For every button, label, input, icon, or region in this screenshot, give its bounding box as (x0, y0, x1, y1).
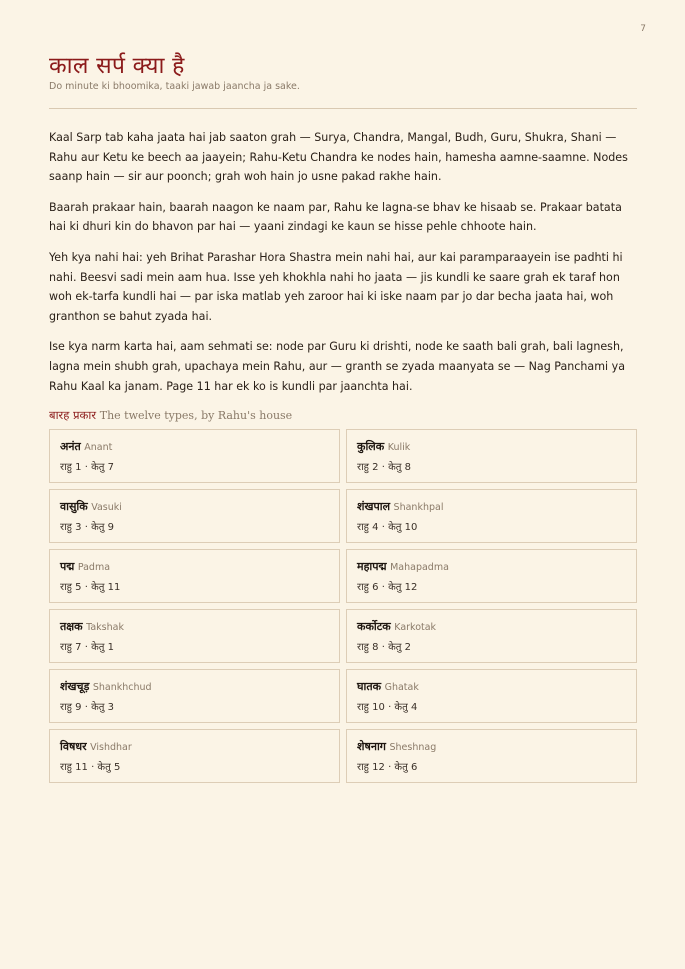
type-card (346, 429, 637, 483)
type-name-english: Shankhchud (92, 682, 152, 694)
type-card (49, 429, 340, 483)
type-card (49, 549, 340, 603)
type-card (346, 729, 637, 783)
type-placement: राहु 2 · केतु 8 (357, 462, 411, 474)
type-name-hindi: वासुकि (60, 500, 88, 514)
type-card (346, 609, 637, 663)
types-heading-english: The twelve types, by Rahu's house (99, 409, 293, 423)
type-placement: राहु 11 · केतु 5 (60, 762, 121, 774)
type-placement: राहु 8 · केतु 2 (357, 642, 411, 654)
type-name-english: Padma (77, 562, 111, 574)
type-placement: राहु 12 · केतु 6 (357, 762, 418, 774)
type-name-english: Sheshnag (389, 742, 437, 754)
type-card (346, 669, 637, 723)
type-name-english: Vasuki (91, 502, 122, 514)
type-placement: राहु 6 · केतु 12 (357, 582, 418, 594)
types-heading-hindi: बारह प्रकार (49, 408, 97, 423)
type-placement: राहु 1 · केतु 7 (60, 462, 114, 474)
page-title: काल सर्प क्या है (49, 53, 185, 79)
types-grid (49, 429, 639, 783)
type-card (49, 669, 340, 723)
header-divider (49, 108, 637, 109)
type-name-hindi: घातक (357, 680, 382, 694)
type-name-hindi: पद्म (60, 560, 75, 574)
type-name-hindi: कुलिक (357, 440, 385, 454)
type-card (49, 609, 340, 663)
type-name-hindi: महापद्म (357, 560, 387, 574)
type-name-english: Shankhpal (393, 502, 444, 514)
type-name-english: Anant (84, 442, 113, 454)
type-name-hindi: तक्षक (60, 620, 83, 634)
type-name-english: Kulik (387, 442, 411, 454)
type-name-hindi: विषधर (60, 740, 87, 754)
type-name-english: Mahapadma (390, 562, 449, 574)
type-name-hindi: शंखचूड़ (60, 680, 90, 694)
page-number: 7 (640, 24, 646, 34)
paragraph-caveat: Yeh kya nahi hai: yeh Brihat Parashar Hora Shastra mein nahi hai, aur kai paramparaayein ise padhti hi nahi. Beesvi sadi mein aam hua. Isse yeh khokhla nahi ho jaata — jis kundli ke saare grah ek taraf hon woh ek-tarfa kundli hai — par iska matlab yeh zaroor hai ki iske naam par jo dar becha jaata hai, woh granthon se bahut zyada hai. (49, 250, 623, 323)
type-placement: राहु 4 · केतु 10 (357, 522, 418, 534)
type-name-english: Karkotak (394, 622, 437, 634)
type-placement: राहु 7 · केतु 1 (60, 642, 114, 654)
type-placement: राहु 10 · केतु 4 (357, 702, 418, 714)
type-name-hindi: कर्कोटक (357, 620, 391, 634)
type-placement: राहु 9 · केतु 3 (60, 702, 114, 714)
type-name-hindi: शेषनाग (357, 740, 386, 754)
paragraph-definition: Kaal Sarp tab kaha jaata hai jab saaton grah — Surya, Chandra, Mangal, Budh, Guru, Shukra, Shani — Rahu aur Ketu ke beech aa jaayein; Rahu-Ketu Chandra ke nodes hain, hamesha aamne-saamne. Nodes saanp hain — sir aur poonch; grah woh hain jo usne pakad rakhe hain. (49, 131, 628, 184)
type-card (49, 489, 340, 543)
type-name-english: Ghatak (384, 682, 419, 694)
type-placement: राहु 5 · केतु 11 (60, 582, 121, 594)
paragraph-types: Baarah prakaar hain, baarah naagon ke naam par, Rahu ke lagna-se bhav ke hisaab se. Prakaar batata hai ki dhuri kin do bhavon par hai — yaani zindagi ke kaun se hisse pehle chhoote hain. (49, 200, 622, 234)
type-name-english: Takshak (86, 622, 124, 634)
paragraph-mitigation: Ise kya narm karta hai, aam sehmati se: node par Guru ki drishti, node ke saath bali grah, bali lagnesh, lagna mein shubh grah, upachaya mein Rahu, aur — granth se zyada maanyata se — Nag Panchami ya Rahu Kaal ka janam. Page 11 har ek ko is kundli par jaanchta hai. (49, 340, 625, 393)
type-name-english: Vishdhar (90, 742, 132, 754)
article-body (49, 128, 639, 783)
type-card (49, 729, 340, 783)
type-name-hindi: अनंत (60, 440, 81, 454)
types-section-heading (49, 407, 639, 424)
type-name-hindi: शंखपाल (357, 500, 391, 514)
type-card (346, 489, 637, 543)
type-card (346, 549, 637, 603)
page-subtitle: Do minute ki bhoomika, taaki jawab jaancha ja sake. (49, 81, 300, 92)
type-placement: राहु 3 · केतु 9 (60, 522, 114, 534)
